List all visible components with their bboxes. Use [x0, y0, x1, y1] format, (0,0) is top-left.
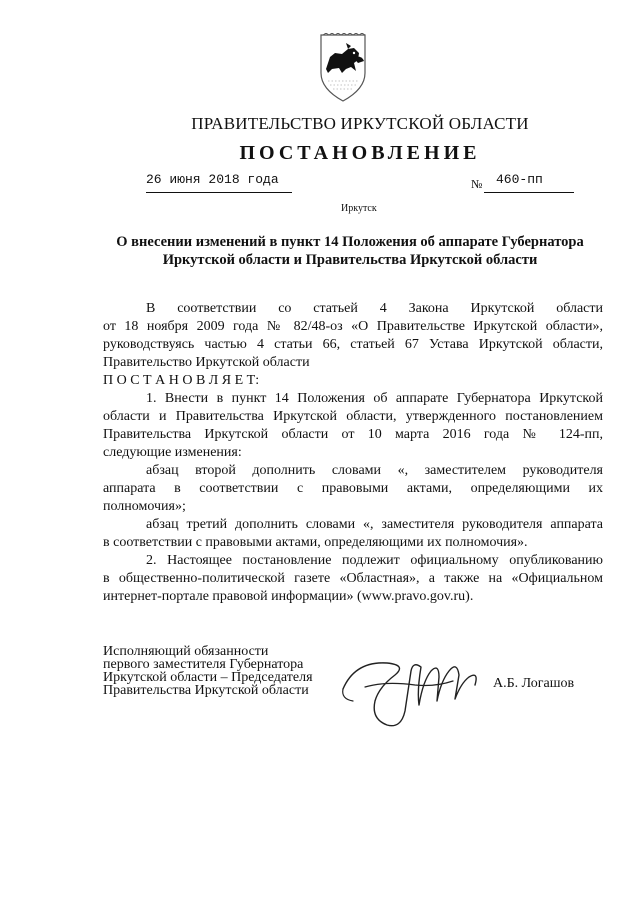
body-line: абзац третий дополнить словами «, заместителя руководителя аппарата	[146, 517, 603, 532]
resolves-word: П О С Т А Н О В Л Я Е Т:	[103, 373, 260, 388]
body-line: 2. Настоящее постановление подлежит официальному опубликованию	[146, 553, 603, 568]
body-line: аппарата в соответствии с правовыми актами, определяющими их	[103, 481, 603, 496]
signatory-title-line: Исполняющий обязанности	[103, 644, 269, 659]
body-line: В соответствии со статьей 4 Закона Иркутской области	[146, 301, 603, 316]
body-line: абзац второй дополнить словами «, заместителем руководителя	[146, 463, 603, 478]
body-line: 1. Внести в пункт 14 Положения об аппарате Губернатора Иркутской	[146, 391, 603, 406]
document-date: 26 июня 2018 года	[146, 172, 279, 187]
heading-line: О внесении изменений в пункт 14 Положения об аппарате Губернатора	[116, 234, 584, 250]
date-underline	[146, 192, 292, 193]
body-line: в общественно-политической газете «Областная», а также на «Официальном	[103, 571, 603, 586]
signatory-title-line: Иркутской области – Председателя	[103, 670, 313, 685]
city-name: Иркутск	[341, 203, 377, 214]
body-line: следующие изменения:	[103, 445, 242, 460]
body-line: области и Правительства Иркутской области, утвержденного постановлением	[103, 409, 603, 424]
handwritten-signature	[335, 641, 485, 741]
body-line: Правительства Иркутской области от 10 марта 2016 года № 124-пп,	[103, 427, 603, 442]
signatory-title-line: Правительства Иркутской области	[103, 683, 309, 698]
body-line: в соответствии с правовыми актами, определяющими их полномочия».	[103, 535, 528, 550]
government-name: ПРАВИТЕЛЬСТВО ИРКУТСКОЙ ОБЛАСТИ	[191, 114, 529, 133]
coat-of-arms-emblem	[318, 33, 368, 105]
body-line: от 18 ноября 2009 года № 82/48-оз «О Правительстве Иркутской области»,	[103, 319, 603, 334]
document-type: ПОСТАНОВЛЕНИЕ	[239, 142, 481, 164]
number-sign: №	[471, 177, 483, 191]
document-heading	[90, 233, 610, 269]
number-underline	[484, 192, 574, 193]
signatory-title-line: первого заместителя Губернатора	[103, 657, 304, 672]
body-line: интернет-портале правовой информации» (www.pravo.gov.ru).	[103, 589, 474, 604]
heading-line: Иркутской области и Правительства Иркутской области	[162, 252, 538, 268]
body-line: Правительство Иркутской области	[103, 355, 310, 370]
document-number: 460-пп	[496, 172, 543, 187]
body-line: руководствуясь частью 4 статьи 66, статьей 67 Устава Иркутской области,	[103, 337, 603, 352]
signer-name: А.Б. Логашов	[493, 676, 575, 691]
body-line: полномочия»;	[103, 499, 186, 514]
